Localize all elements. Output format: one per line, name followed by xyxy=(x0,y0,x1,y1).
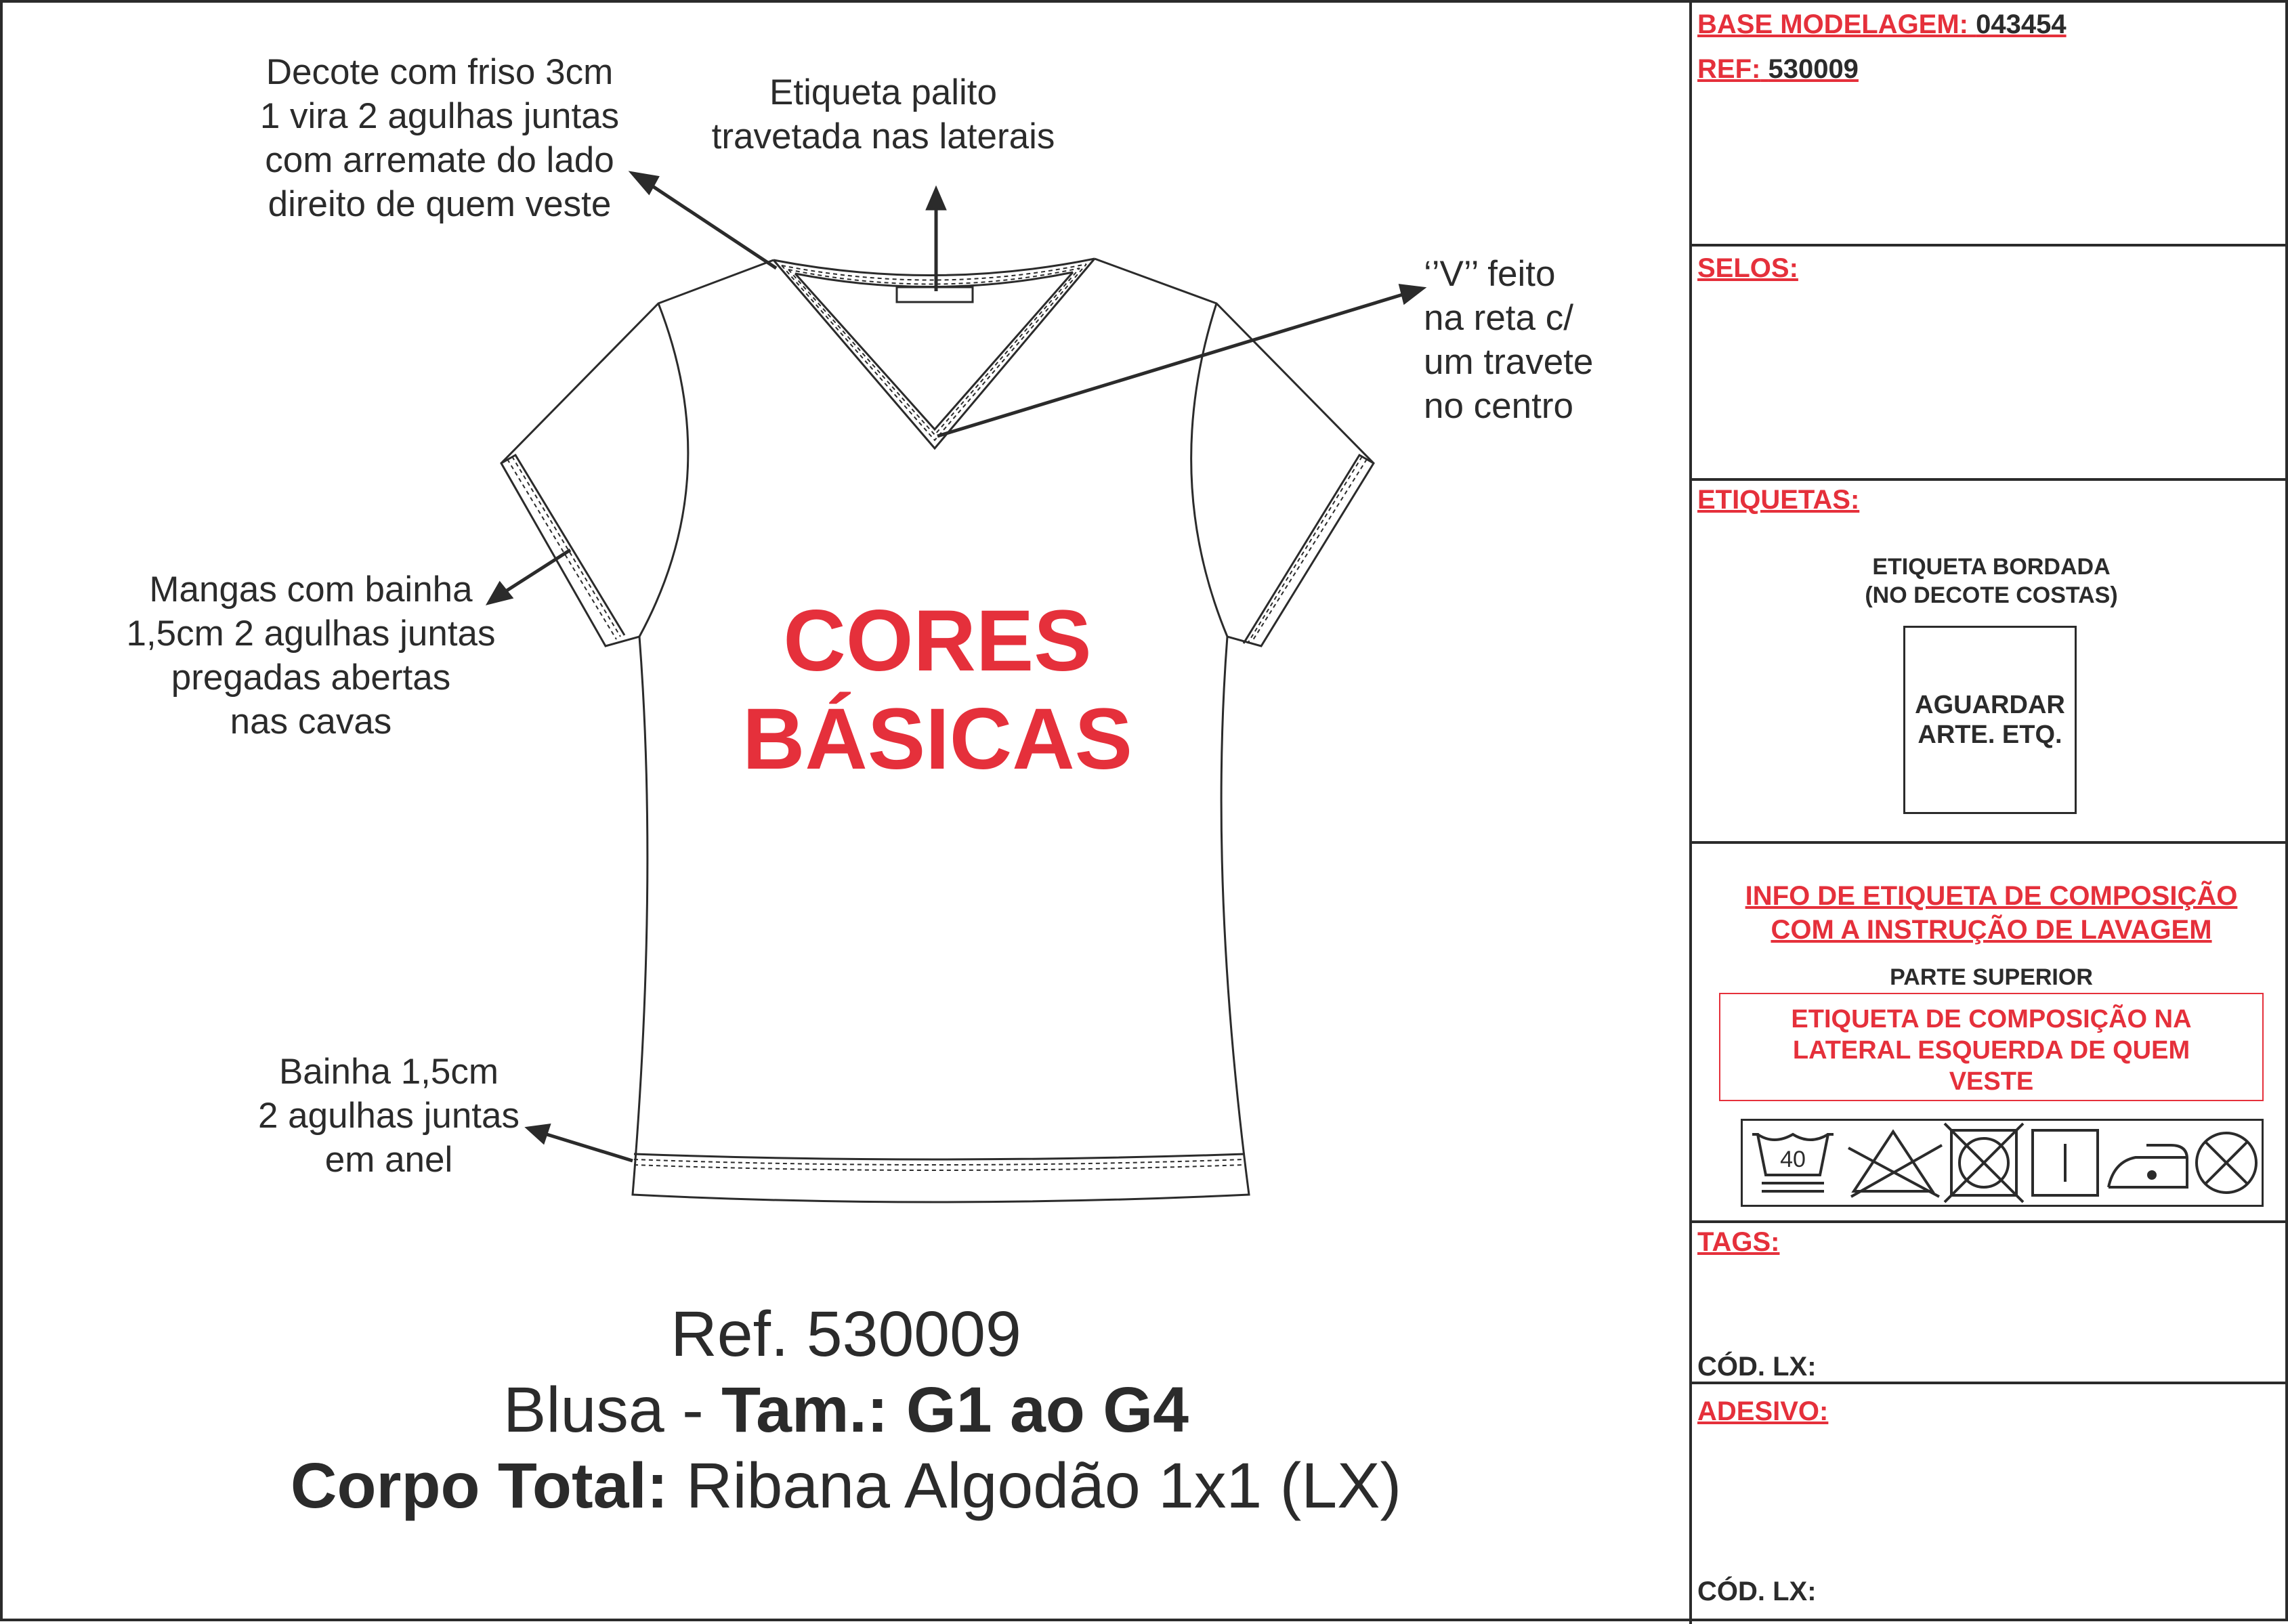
note-line: Mangas com bainha xyxy=(149,570,473,610)
note-mangas xyxy=(98,568,524,744)
line-dry-icon xyxy=(2033,1130,2098,1195)
corpo-line xyxy=(3,1448,1689,1524)
base-modelagem-value: 043454 xyxy=(1976,9,2067,39)
note-line: direito de quem veste xyxy=(268,184,612,224)
composicao-line: ETIQUETA DE COMPOSIÇÃO NA xyxy=(1791,1005,2192,1033)
label-art-box xyxy=(1903,626,2077,814)
note-line: Decote com friso 3cm xyxy=(266,52,614,92)
base-modelagem-label: BASE MODELAGEM: xyxy=(1697,9,1968,39)
etiqueta-bordada-line: (NO DECOTE COSTAS) xyxy=(1865,582,2118,608)
adesivo-label: ADESIVO: xyxy=(1697,1396,1829,1426)
drawing-area xyxy=(3,3,1689,1624)
info-title-line: COM A INSTRUÇÃO DE LAVAGEM xyxy=(1771,915,2212,945)
aguardar-arte-text xyxy=(1915,690,2065,750)
composicao-line: VESTE xyxy=(1949,1067,2034,1096)
ref-row xyxy=(1697,54,1859,85)
composicao-box xyxy=(1719,993,2264,1101)
section-etiquetas xyxy=(1692,481,2288,844)
aguardar-line: AGUARDAR xyxy=(1915,691,2065,719)
note-line: com arremate do lado xyxy=(265,140,614,180)
reference-block xyxy=(3,1296,1689,1524)
wash-temp-text: 40 xyxy=(1780,1147,1806,1172)
cores-basicas-title xyxy=(700,592,1174,788)
note-line: em anel xyxy=(324,1140,453,1180)
no-tumble-dry-icon xyxy=(1945,1124,2023,1202)
side-panel xyxy=(1689,3,2288,1624)
note-decote xyxy=(236,50,643,226)
info-title-line: INFO DE ETIQUETA DE COMPOSIÇÃO xyxy=(1745,881,2238,911)
etiquetas-label: ETIQUETAS: xyxy=(1697,485,1860,515)
cod-lx-label-1: CÓD. LX: xyxy=(1697,1352,1817,1382)
note-etiqueta-palito xyxy=(653,70,1114,158)
tamanho-label: Tam.: G1 ao G4 xyxy=(721,1374,1189,1446)
selos-label: SELOS: xyxy=(1697,253,1798,283)
note-line: 1 vira 2 agulhas juntas xyxy=(259,96,620,136)
note-line: na reta c/ xyxy=(1424,298,1573,338)
etiqueta-bordada-line: ETIQUETA BORDADA xyxy=(1872,554,2111,580)
note-line: Bainha 1,5cm xyxy=(278,1052,499,1092)
note-line: pregadas abertas xyxy=(171,658,451,698)
etiqueta-bordada-note xyxy=(1692,553,2288,610)
note-line: nas cavas xyxy=(230,702,392,742)
cod-lx-label-2: CÓD. LX: xyxy=(1697,1577,1817,1606)
aguardar-line: ARTE. ETQ. xyxy=(1918,721,2062,749)
note-line: travetada nas laterais xyxy=(711,116,1055,156)
corpo-value: Ribana Algodão 1x1 (LX) xyxy=(668,1450,1402,1522)
parte-superior-label: PARTE SUPERIOR xyxy=(1890,964,2093,990)
note-line: no centro xyxy=(1424,386,1573,426)
note-line: Etiqueta palito xyxy=(769,72,997,112)
iron-low-icon xyxy=(2109,1145,2187,1187)
section-adesivo xyxy=(1692,1384,2288,1624)
blusa-line xyxy=(3,1372,1689,1448)
note-line: 2 agulhas juntas xyxy=(257,1096,520,1136)
ref-label: REF: xyxy=(1697,54,1761,84)
tags-label: TAGS: xyxy=(1697,1227,1780,1257)
no-dry-clean-icon xyxy=(2197,1133,2256,1193)
ref-value: 530009 xyxy=(1768,54,1859,84)
corpo-label: Corpo Total: xyxy=(290,1450,669,1522)
blusa-prefix: Blusa - xyxy=(503,1374,722,1446)
note-line: um travete xyxy=(1424,342,1594,382)
composicao-line: LATERAL ESQUERDA DE QUEM xyxy=(1792,1036,2190,1065)
section-tags xyxy=(1692,1223,2288,1384)
ref-line: Ref. 530009 xyxy=(671,1298,1021,1370)
section-composicao xyxy=(1692,844,2288,1223)
section-base xyxy=(1692,3,2288,247)
wash-40-icon xyxy=(1752,1134,1834,1191)
note-bainha xyxy=(226,1050,551,1182)
info-composicao-title xyxy=(1692,879,2288,947)
cores-line: BÁSICAS xyxy=(742,691,1133,788)
note-line: ‘’V’’ feito xyxy=(1424,254,1556,294)
note-v-feito xyxy=(1424,252,1593,428)
note-line: 1,5cm 2 agulhas juntas xyxy=(126,614,496,654)
care-symbols xyxy=(1743,1121,2262,1205)
base-modelagem-row xyxy=(1697,9,2067,40)
section-selos xyxy=(1692,247,2288,481)
no-bleach-icon xyxy=(1848,1132,1942,1197)
cores-line: CORES xyxy=(783,593,1092,689)
care-symbols-box xyxy=(1741,1119,2264,1207)
